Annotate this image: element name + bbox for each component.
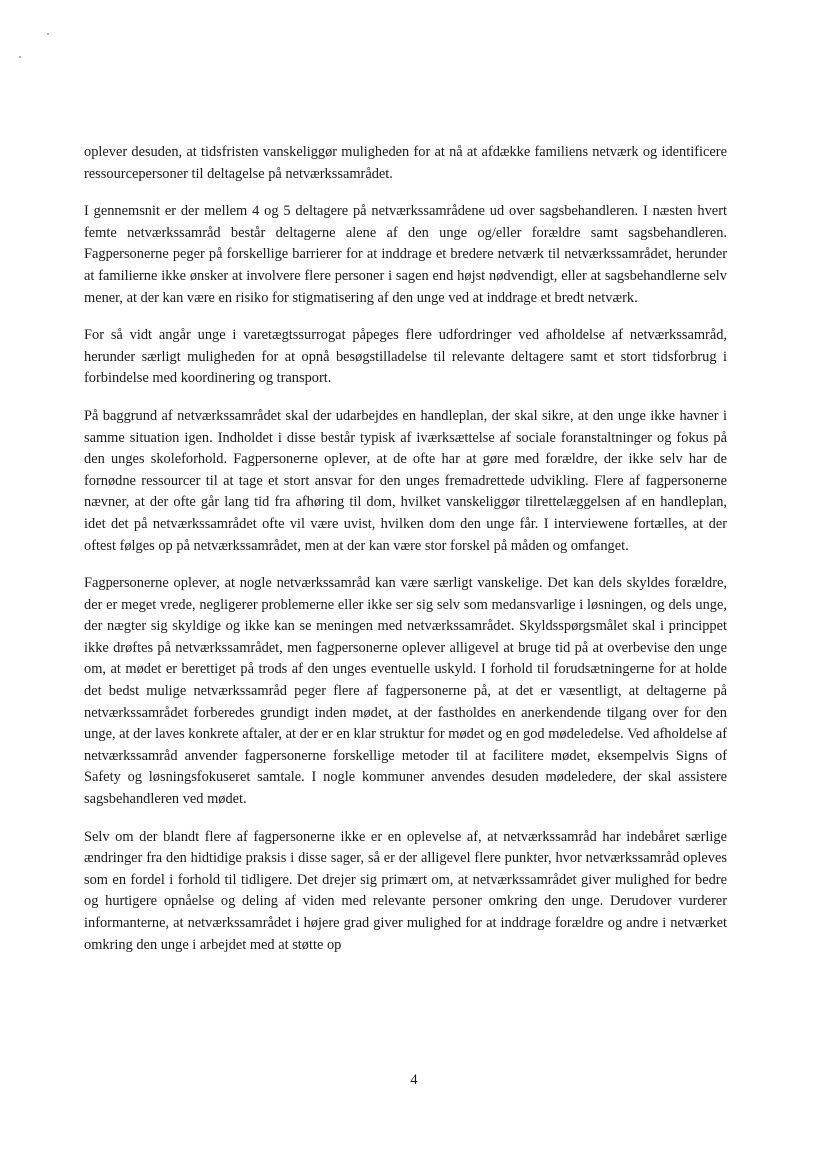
paragraph-5: Fagpersonerne oplever, at nogle netværkssamråd kan være særligt vanskelige. Det kan dels skyldes forældre, der er meget vrede, negligerer problemerne eller ikke ser sig selv som medansvarlige i løsningen, og dels unge, der nægter sig skyldige og ikke kan se meningen med netværkssamrådet. Skyldsspørgsmålet skal i princippet ikke drøftes på netværkssamrådet, men fagpersonerne oplever alligevel at bruge tid på at overbevise den unge om, at mødet er berettiget på trods af den unges eventuelle uskyld. I forhold til forudsætningerne for at holde det bedst mulige netværkssamråd peger flere af fagpersonerne på, at det er væsentligt, at deltagerne på netværkssamrådet forberedes grundigt inden mødet, at der fastholdes en anerkendende tilgang over for den unge, at der laves konkrete aftaler, at der er en klar struktur for mødet og en god mødeledelse. Ved afholdelse af netværkssamråd anvender fagpersonerne forskellige metoder til at facilitere mødet, eksempelvis Signs of Safety og løsningsfokuseret samtale. I nogle kommuner anvendes desuden mødeledere, der skal assistere sagsbehandleren ved mødet. [84, 575, 727, 808]
scan-speck [19, 56, 21, 58]
paragraph-6: Selv om der blandt flere af fagpersonerne ikke er en oplevelse af, at netværkssamråd har indebåret særlige ændringer fra den hidtidige praksis i disse sager, så er der alligevel flere punkter, hvor netværkssamråd opleves som en fordel i forhold til tidligere. Det drejer sig primært om, at netværkssamrådet giver mulighed for bedre og hurtigere opnåelse og deling af viden med relevante personer omkring den unge. Derudover vurderer informanterne, at netværkssamrådet i højere grad giver mulighed for at inddrage forældre og andre i netværket omkring den unge i arbejdet med at støtte op [84, 828, 727, 953]
paragraph-3: For så vidt angår unge i varetægtssurrogat påpeges flere udfordringer ved afholdelse af netværkssamråd, herunder særligt muligheden for at opnå besøgstilladelse til relevante deltagere samt et stort tidsforbrug i forbindelse med koordinering og transport. [84, 327, 727, 387]
paragraph-2: I gennemsnit er der mellem 4 og 5 deltagere på netværkssamrådene ud over sagsbehandleren. I næsten hvert femte netværkssamråd består deltagerne alene af den unge og/eller forældre samt sagsbehandleren. Fagpersonerne peger på forskellige barrierer for at inddrage et bredere netværk til netværkssamrådet, herunder at familierne ikke ønsker at involvere flere personer i sagen end højst nødvendigt, eller at sagsbehandlerne selv mener, at der kan være en risiko for stigmatisering af den unge ved at inddrage et bredt netværk. [84, 203, 727, 306]
paragraph-1: oplever desuden, at tidsfristen vanskeliggør muligheden for at nå at afdække familiens netværk og identificere ressourcepersoner til deltagelse på netværkssamrådet. [84, 144, 727, 182]
paragraph-4: På baggrund af netværkssamrådet skal der udarbejdes en handleplan, der skal sikre, at den unge ikke havner i samme situation igen. Indholdet i disse består typisk af iværksættelse af sociale foranstaltninger og fokus på den unges skoleforhold. Fagpersonerne oplever, at de ofte har at gøre med forældre, der ikke selv har de fornødne ressourcer til at tage et stort ansvar for den unges fremadrettede udvikling. Flere af fagpersonerne nævner, at der ofte går lang tid fra afhøring til dom, hvilket vanskeliggør tilrettelæggelsen af en handleplan, idet det på netværkssamrådet ofte vil være uvist, hvilken dom den unge får. I interviewene fortælles, at der oftest følges op på netværkssamrådet, men at der kan være stor forskel på måden og omfanget. [84, 407, 727, 554]
scan-speck [47, 33, 49, 35]
page-number: 4 [410, 1072, 418, 1088]
body-text [84, 142, 727, 972]
